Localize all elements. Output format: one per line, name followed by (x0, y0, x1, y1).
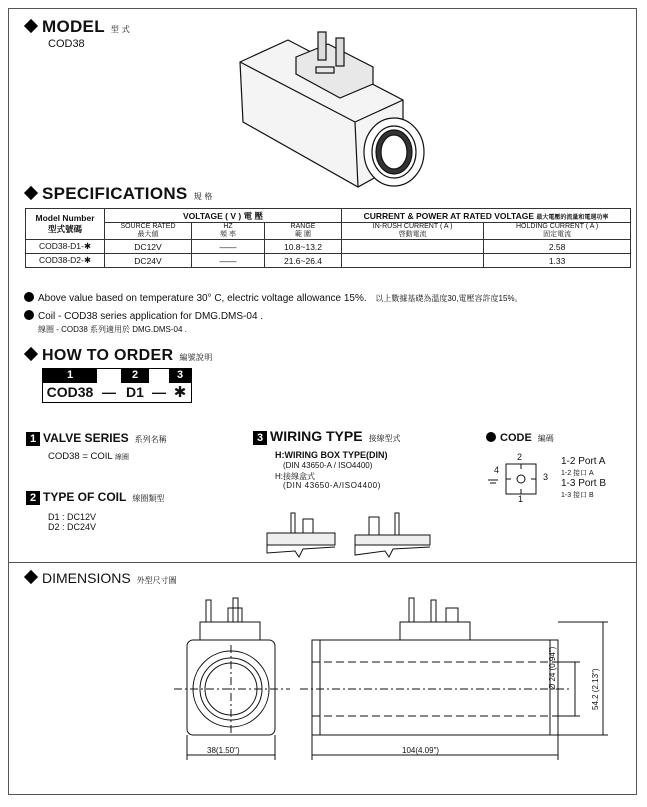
th-holding: HOLDING CURRENT ( A ) 固定電流 (484, 223, 631, 240)
order-code-box (42, 368, 192, 403)
th-voltage: VOLTAGE ( V ) 電 壓 (105, 209, 342, 223)
dimension-length: 104(4.09") (402, 746, 440, 755)
cell-holding: 1.33 (484, 254, 631, 268)
wiring-line-2: (DIN 43650-A / ISO4400) (283, 461, 373, 470)
cell-inrush (342, 254, 484, 268)
port-b-zh: 1-3 接口 B (561, 492, 594, 499)
cell-source: DC24V (105, 254, 192, 268)
cell-source: DC12V (105, 240, 192, 254)
section-divider (9, 562, 636, 563)
specifications-table (25, 208, 631, 268)
pin-1-label: 1 (518, 494, 524, 504)
order-heading: HOW TO ORDER 編號說明 (26, 347, 213, 365)
cell-hz: —— (192, 254, 265, 268)
cell-range: 10.8~13.2 (265, 240, 342, 254)
type-of-coil-heading: 2 TYPE OF COIL 線圈類型 (26, 490, 164, 505)
table-row (26, 254, 631, 268)
valve-series-heading: 1 VALVE SERIES 系列名稱 (26, 431, 167, 446)
order-separator: — (102, 384, 116, 400)
model-code: COD38 (48, 38, 85, 50)
wiring-box-illustration (265, 505, 445, 560)
wiring-line-4: (DIN 43650-A/ISO4400) (283, 481, 381, 490)
dimensions-heading: DIMENSIONS 外型尺寸圖 (26, 570, 177, 586)
cell-model: COD38-D2-✱ (26, 254, 105, 268)
cell-holding: 2.58 (484, 240, 631, 254)
note-temperature: Above value based on temperature 30° C, electric voltage allowance 15%. 以上數據基礎為溫度30,電壓容許度15%。 (24, 292, 523, 304)
port-a-zh: 1-2 接口 A (561, 470, 594, 477)
th-model-number: Model Number 型式號碼 (26, 209, 105, 240)
wiring-line-3: H:接線盒式 (275, 472, 315, 481)
coil-d2: D2 : DC24V (48, 522, 97, 532)
specifications-heading: SPECIFICATIONS 規 格 (26, 184, 213, 204)
dimension-height: 54.2 (2.13") (591, 668, 600, 710)
coil-product-illustration (228, 22, 458, 192)
pin-2-label: 2 (517, 452, 523, 462)
th-range: RANGE 範 圍 (265, 223, 342, 240)
order-code-type: D1 (126, 384, 144, 400)
order-code-wiring: ✱ (173, 384, 187, 401)
cell-range: 21.6~26.4 (265, 254, 342, 268)
th-current-power: CURRENT & POWER AT RATED VOLTAGE 最大電壓的流量和電週功率 (342, 209, 631, 223)
pin-4-label: 4 (494, 465, 500, 475)
wiring-type-heading: 3 WIRING TYPE 接線型式 (253, 428, 401, 445)
coil-d1: D1 : DC12V (48, 512, 97, 522)
note-application-zh: 線圈 - COD38 系列適用於 DMG.DMS-04 . (38, 325, 187, 334)
order-position-2: 2 (131, 369, 139, 381)
model-heading: MODEL 型 式 (26, 17, 130, 37)
port-b-label: 1-3 Port B (561, 478, 607, 489)
th-inrush: IN-RUSH CURRENT ( A ) 啓動電流 (342, 223, 484, 240)
order-position-3: 3 (176, 369, 184, 381)
wiring-line-1: H:WIRING BOX TYPE(DIN) (275, 450, 388, 460)
th-source-rated: SOURCE RATED 最大値 (105, 223, 192, 240)
order-separator: — (152, 384, 166, 400)
valve-series-line: COD38 = COIL 線圈 (48, 451, 129, 462)
code-heading: CODE 編碼 (486, 432, 554, 444)
cell-model: COD38-D1-✱ (26, 240, 105, 254)
th-hz: HZ 頻 率 (192, 223, 265, 240)
pin-3-label: 3 (543, 472, 549, 482)
order-position-1: 1 (66, 369, 74, 381)
note-application: Coil - COD38 series application for DMG.DMS-04 . (24, 310, 263, 322)
cell-inrush (342, 240, 484, 254)
cell-hz: —— (192, 240, 265, 254)
dimension-width: 38(1.50") (207, 746, 240, 755)
dimension-bore: Ø 24 (0.94") (548, 646, 557, 690)
table-row (26, 240, 631, 254)
order-code-series: COD38 (46, 384, 94, 400)
port-a-label: 1-2 Port A (561, 456, 606, 467)
